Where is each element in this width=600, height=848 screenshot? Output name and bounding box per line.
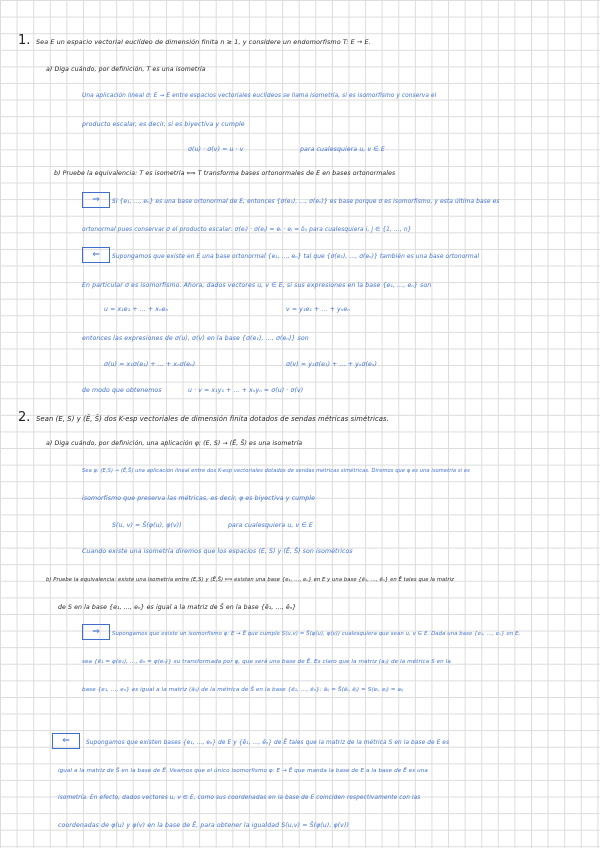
q1-right-implication-box: ⇒ bbox=[82, 192, 110, 208]
q2-b-line1: b) Pruebe la equivalencia: existe una isometría entre (E,S) y (Ē,S̄) ⟺ existen una base {e₁, ..., eₙ} en E y una base {ē₁, ..., ēₙ} en Ē tales que la matriz bbox=[46, 577, 454, 583]
q2-a-formula: S(u, v) = S̄(φ(u), φ(v)) bbox=[112, 522, 182, 529]
q1-l-line1: Supongamos que existe en E una base ortonormal {e₁, ..., eₙ} tal que {σ(e₁), ..., σ(eₙ)} también es una base ortonormal bbox=[112, 254, 480, 260]
q2-title: Sean (E, S) y (Ē, S̄) dos K-esp vectoriales de dimensión finita dotados de sendas métricas simétricas. bbox=[36, 415, 389, 423]
q1-a-line1: Una aplicación lineal σ: E → E entre espacios vectoriales euclídeos se llama isometría, si es isomorfismo y conserva el bbox=[82, 93, 437, 99]
q2-l-line1: Supongamos que existen bases {e₁, ..., eₙ} de E y {ē₁, ..., ēₙ} de Ē tales que la matriz de la métrica S en la base de E es bbox=[86, 740, 450, 746]
q2-r-line1: Supongamos que existe un isomorfismo φ: E → Ē que cumple S(u,v) = S̄(φ(u), φ(v)) cualesquiera que sean u, v ∈ E. Dada una base {e₁, ..., eₙ} en E, bbox=[112, 631, 521, 637]
q2-l-line3: isometría. En efecto, dados vectores u, v ∈ E, como sus coordenadas en la base de E coinciden respectivamente con las bbox=[58, 795, 421, 801]
q1-title: Sea E un espacio vectorial euclídeo de dimensión finita n ≥ 1, y considere un endomorfismo T: E → E. bbox=[36, 38, 371, 46]
q1-l-line4: de modo que obtenemos bbox=[82, 387, 162, 394]
q2-a-label: a) Diga cuándo, por definición, una aplicación φ: (E, S) → (Ē, S̄) es una isometría bbox=[46, 440, 303, 447]
q2-number: 2. bbox=[18, 410, 31, 425]
q2-r-line2: sea {ē₁ = φ(e₁), ..., ēₙ = φ(eₙ)} su transformada por φ, que será una base de Ē. Es claro que la matriz (aᵢⱼ) de la métrica S en la bbox=[82, 659, 451, 665]
q2-a-line3: Cuando existe una isometría diremos que los espacios (E, S) y (Ē, S̄) son isométricos bbox=[82, 548, 353, 555]
q1-b-label: b) Pruebe la equivalencia: T es isometría ⟺ T transforma bases ortonormales de E en bases ortonormales bbox=[54, 170, 396, 177]
q1-number: 1. bbox=[18, 33, 31, 48]
q1-l-result: u · v = x₁y₁ + ... + xₙyₙ = σ(u) · σ(v) bbox=[188, 387, 304, 394]
q1-l-exp-u: u = x₁e₁ + ... + xₙeₙ bbox=[104, 306, 169, 313]
q1-a-line2: producto escalar, es decir, si es biyectiva y cumple bbox=[82, 121, 245, 128]
q1-a-forall: para cualesquiera u, v ∈ E bbox=[300, 146, 385, 153]
q2-right-implication-box: ⇒ bbox=[82, 624, 110, 640]
q2-a-line1: Sea φ: (E,S) → (Ē,S̄) una aplicación lineal entre dos K-esp vectoriales dotados de sendas métricas simétricas. Diremos que φ es una isometría si es bbox=[82, 468, 470, 474]
q1-r-line2: ortonormal pues conservar σ el producto escalar: σ(eᵢ) · σ(eⱼ) = eᵢ · eⱼ = δᵢⱼ para cualesquiera i, j ∈ {1, ..., n} bbox=[82, 227, 412, 233]
q2-l-line2: igual a la matriz de S̄ en la base de Ē. Veamos que el único isomorfismo φ: E → Ē que manda la base de E a la base de Ē es una bbox=[58, 768, 428, 774]
q1-left-implication-box: ⇐ bbox=[82, 247, 110, 263]
q1-l-line3: entonces las expresiones de σ(u), σ(v) en la base {σ(e₁), ..., σ(eₙ)} son bbox=[82, 335, 309, 342]
q1-l-exp-su: σ(u) = x₁σ(e₁) + ... + xₙσ(eₙ) bbox=[104, 361, 196, 368]
q1-a-label: a) Diga cuándo, por definición, T es una isometría bbox=[46, 66, 206, 73]
q2-r-line3: base {e₁, ..., eₙ} es igual a la matriz (āᵢⱼ) de la métrica de S̄ en la base {ē₁, ..., ēₙ}: āᵢⱼ = S̄(ēᵢ, ēⱼ) = S(eᵢ, eⱼ) = aᵢⱼ bbox=[82, 687, 404, 693]
q2-left-implication-box: ⇐ bbox=[52, 733, 80, 749]
q1-l-exp-sv: σ(v) = y₁σ(e₁) + ... + yₙσ(eₙ) bbox=[286, 361, 377, 368]
q2-b-line2: de S en la base {e₁, ..., eₙ} es igual a la matriz de S̄ en la base {ē₁, ..., ēₙ} bbox=[58, 604, 297, 611]
q1-l-exp-v: v = y₁e₁ + ... + yₙeₙ bbox=[286, 306, 350, 313]
q1-r-line1: Si {e₁, ..., eₙ} es una base ortonormal de E, entonces {σ(e₁), ..., σ(eₙ)} es base porque σ es isomorfismo, y esta última base es bbox=[112, 199, 500, 205]
q1-a-formula: σ(u) · σ(v) = u · v bbox=[188, 146, 244, 153]
q2-l-line4: coordenadas de φ(u) y φ(v) en la base de Ē, para obtener la igualdad S(u,v) = S̄(φ(u), φ(v)) bbox=[58, 822, 349, 829]
q2-a-line2: isomorfismo que preserva las métricas, es decir, φ es biyectiva y cumple bbox=[82, 495, 315, 502]
q2-a-forall: para cualesquiera u, v ∈ E bbox=[228, 522, 313, 529]
q1-l-line2: En particular σ es isomorfismo. Ahora, dados vectores u, v ∈ E, si sus expresiones en la base {e₁, ..., eₙ} son bbox=[82, 282, 432, 289]
